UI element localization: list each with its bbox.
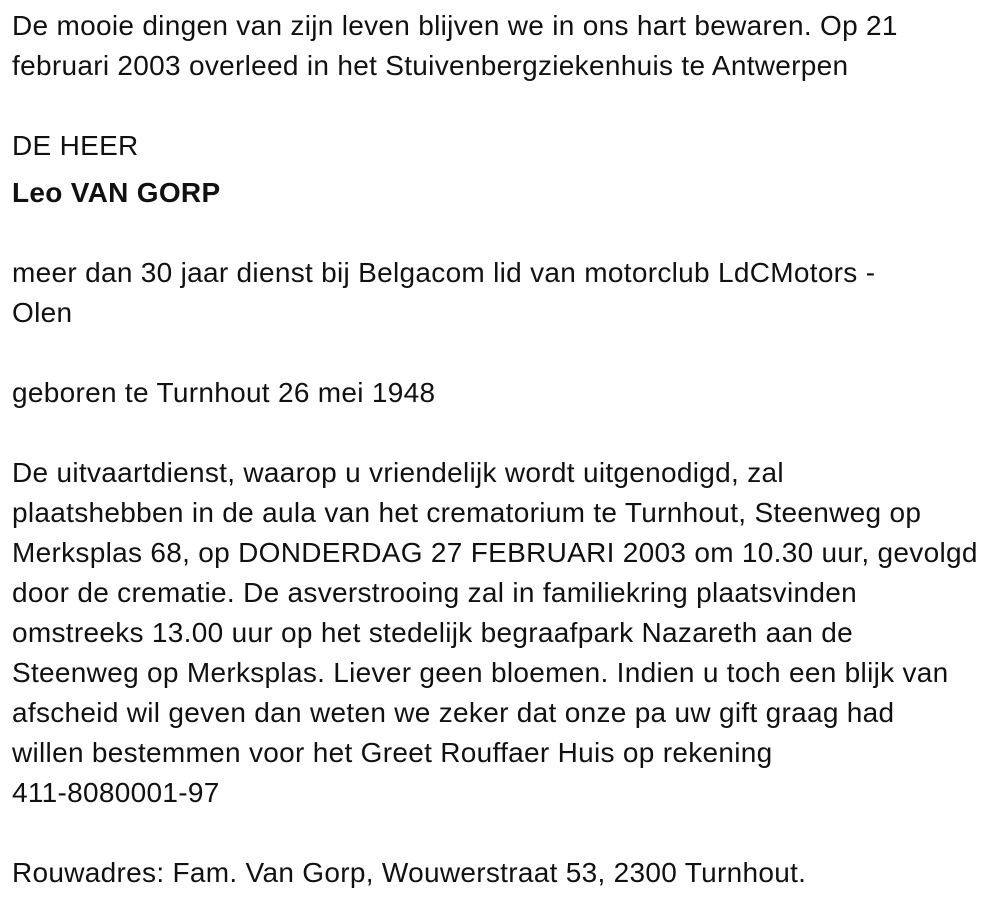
paragraph-gap	[12, 86, 1000, 126]
service-line: omstreeks 13.00 uur op het stedelijk begraafpark Nazareth aan de	[12, 617, 854, 648]
service-line: De uitvaartdienst, waarop u vriendelijk wordt uitgenodigd, zal	[12, 457, 784, 488]
birth-info: geboren te Turnhout 26 mei 1948	[12, 377, 436, 408]
career-line: meer dan 30 jaar dienst bij Belgacom lid van motorclub LdCMotors -	[12, 257, 876, 288]
service-line: Merksplas 68, op DONDERDAG 27 FEBRUARI 2003 om 10.30 uur, gevolgd	[12, 537, 978, 568]
service-line: plaatshebben in de aula van het crematorium te Turnhout, Steenweg op	[12, 497, 922, 528]
intro-line: februari 2003 overleed in het Stuivenbergziekenhuis te Antwerpen	[12, 50, 849, 81]
service-line: door de crematie. De asverstrooing zal in familiekring plaatsvinden	[12, 577, 857, 608]
mourning-address: Rouwadres: Fam. Van Gorp, Wouwerstraat 53, 2300 Turnhout.	[12, 857, 807, 888]
service-line: willen bestemmen voor het Greet Rouffaer Huis op rekening	[12, 737, 773, 768]
paragraph-gap	[12, 213, 1000, 253]
deceased-name: Leo VAN GORP	[12, 177, 221, 208]
service-paragraph	[12, 453, 1000, 813]
intro-line: De mooie dingen van zijn leven blijven we in ons hart bewaren. Op 21	[12, 10, 898, 41]
honorific-title: DE HEER	[12, 130, 139, 161]
paragraph-gap	[12, 413, 1000, 453]
bank-account-line: 411-8080001-97	[12, 777, 220, 808]
service-line: Steenweg op Merksplas. Liever geen bloemen. Indien u toch een blijk van	[12, 657, 949, 688]
intro-paragraph	[12, 6, 1000, 86]
service-line: afscheid wil geven dan weten we zeker dat onze pa uw gift graag had	[12, 697, 895, 728]
paragraph-gap	[12, 333, 1000, 373]
paragraph-gap	[12, 813, 1000, 853]
career-line: Olen	[12, 297, 73, 328]
career-paragraph	[12, 253, 1000, 333]
